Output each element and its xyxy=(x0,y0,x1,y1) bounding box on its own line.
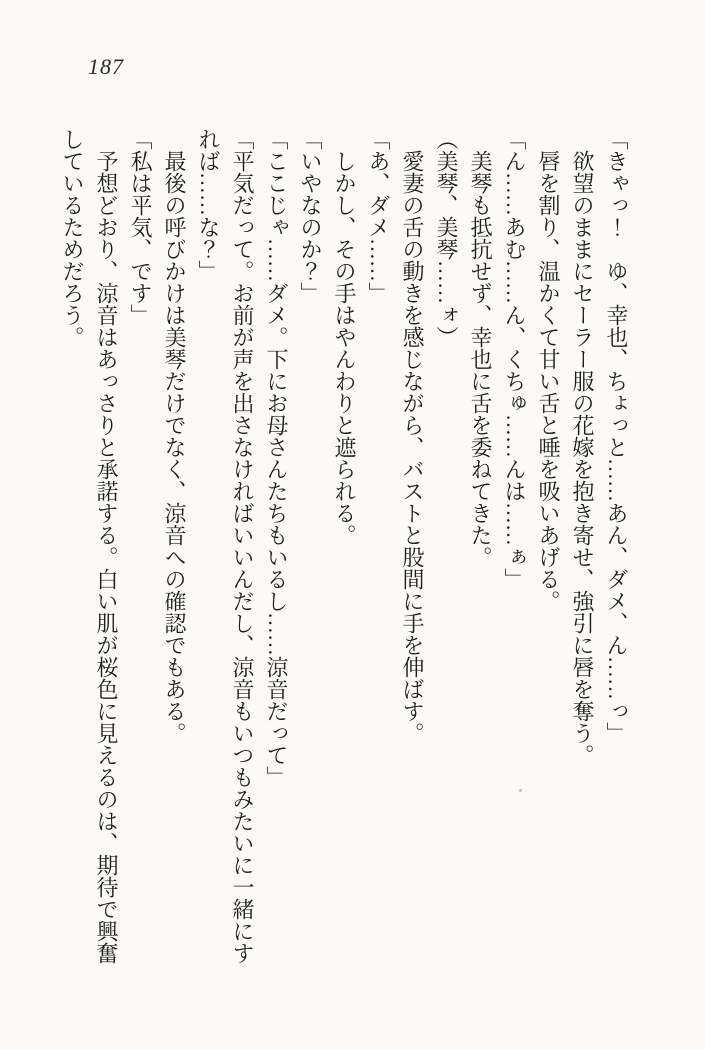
page-number: 187 xyxy=(88,54,124,79)
paragraph-3: 唇を割り、温かくて甘い舌と唾を吸いあげる。 xyxy=(536,150,561,612)
paragraph-5: 美琴も抵抗せず、幸也に舌を委ねてきた。 xyxy=(468,150,493,568)
text-block xyxy=(55,128,633,966)
paragraph-11: 「ここじゃ……ダメ。下にお母さんたちもいるし……涼音だって」 xyxy=(264,128,289,788)
paragraph-6: （美琴、美琴……ォ） xyxy=(434,128,459,348)
paragraph-15: 予想どおり、涼音はあっさりと承諾する。白い肌が桜色に見えるのは、期待で興奮しているためだろう。 xyxy=(60,128,119,964)
paragraph-1: 「きゃっ！ ゆ、幸也、ちょっと……あん、ダメ、ん……っ」 xyxy=(604,128,629,744)
paragraph-2: 欲望のままにセーラー服の花嫁を抱き寄せ、強引に唇を奪う。 xyxy=(570,150,595,766)
paragraph-8: 「あ、ダメ……」 xyxy=(366,128,391,304)
paper-speck xyxy=(519,789,522,792)
paragraph-9: しかし、その手はやんわりと遮られる。 xyxy=(332,150,357,546)
paragraph-13: 最後の呼びかけは美琴だけでなく、涼音への確認でもある。 xyxy=(162,150,187,744)
paragraph-14: 「私は平気、です」 xyxy=(128,128,153,326)
paragraph-12: 「平気だって。お前が声を出さなければいいんだし、涼音もいつもみたいに一緒にすれば……な？」 xyxy=(196,128,255,964)
paragraph-10: 「いやなのか？」 xyxy=(298,128,323,304)
paragraph-4: 「ん……あむ……ん、くちゅ……んは……ぁ」 xyxy=(502,128,527,590)
paragraph-7: 愛妻の舌の動きを感じながら、バストと股間に手を伸ばす。 xyxy=(400,150,425,744)
